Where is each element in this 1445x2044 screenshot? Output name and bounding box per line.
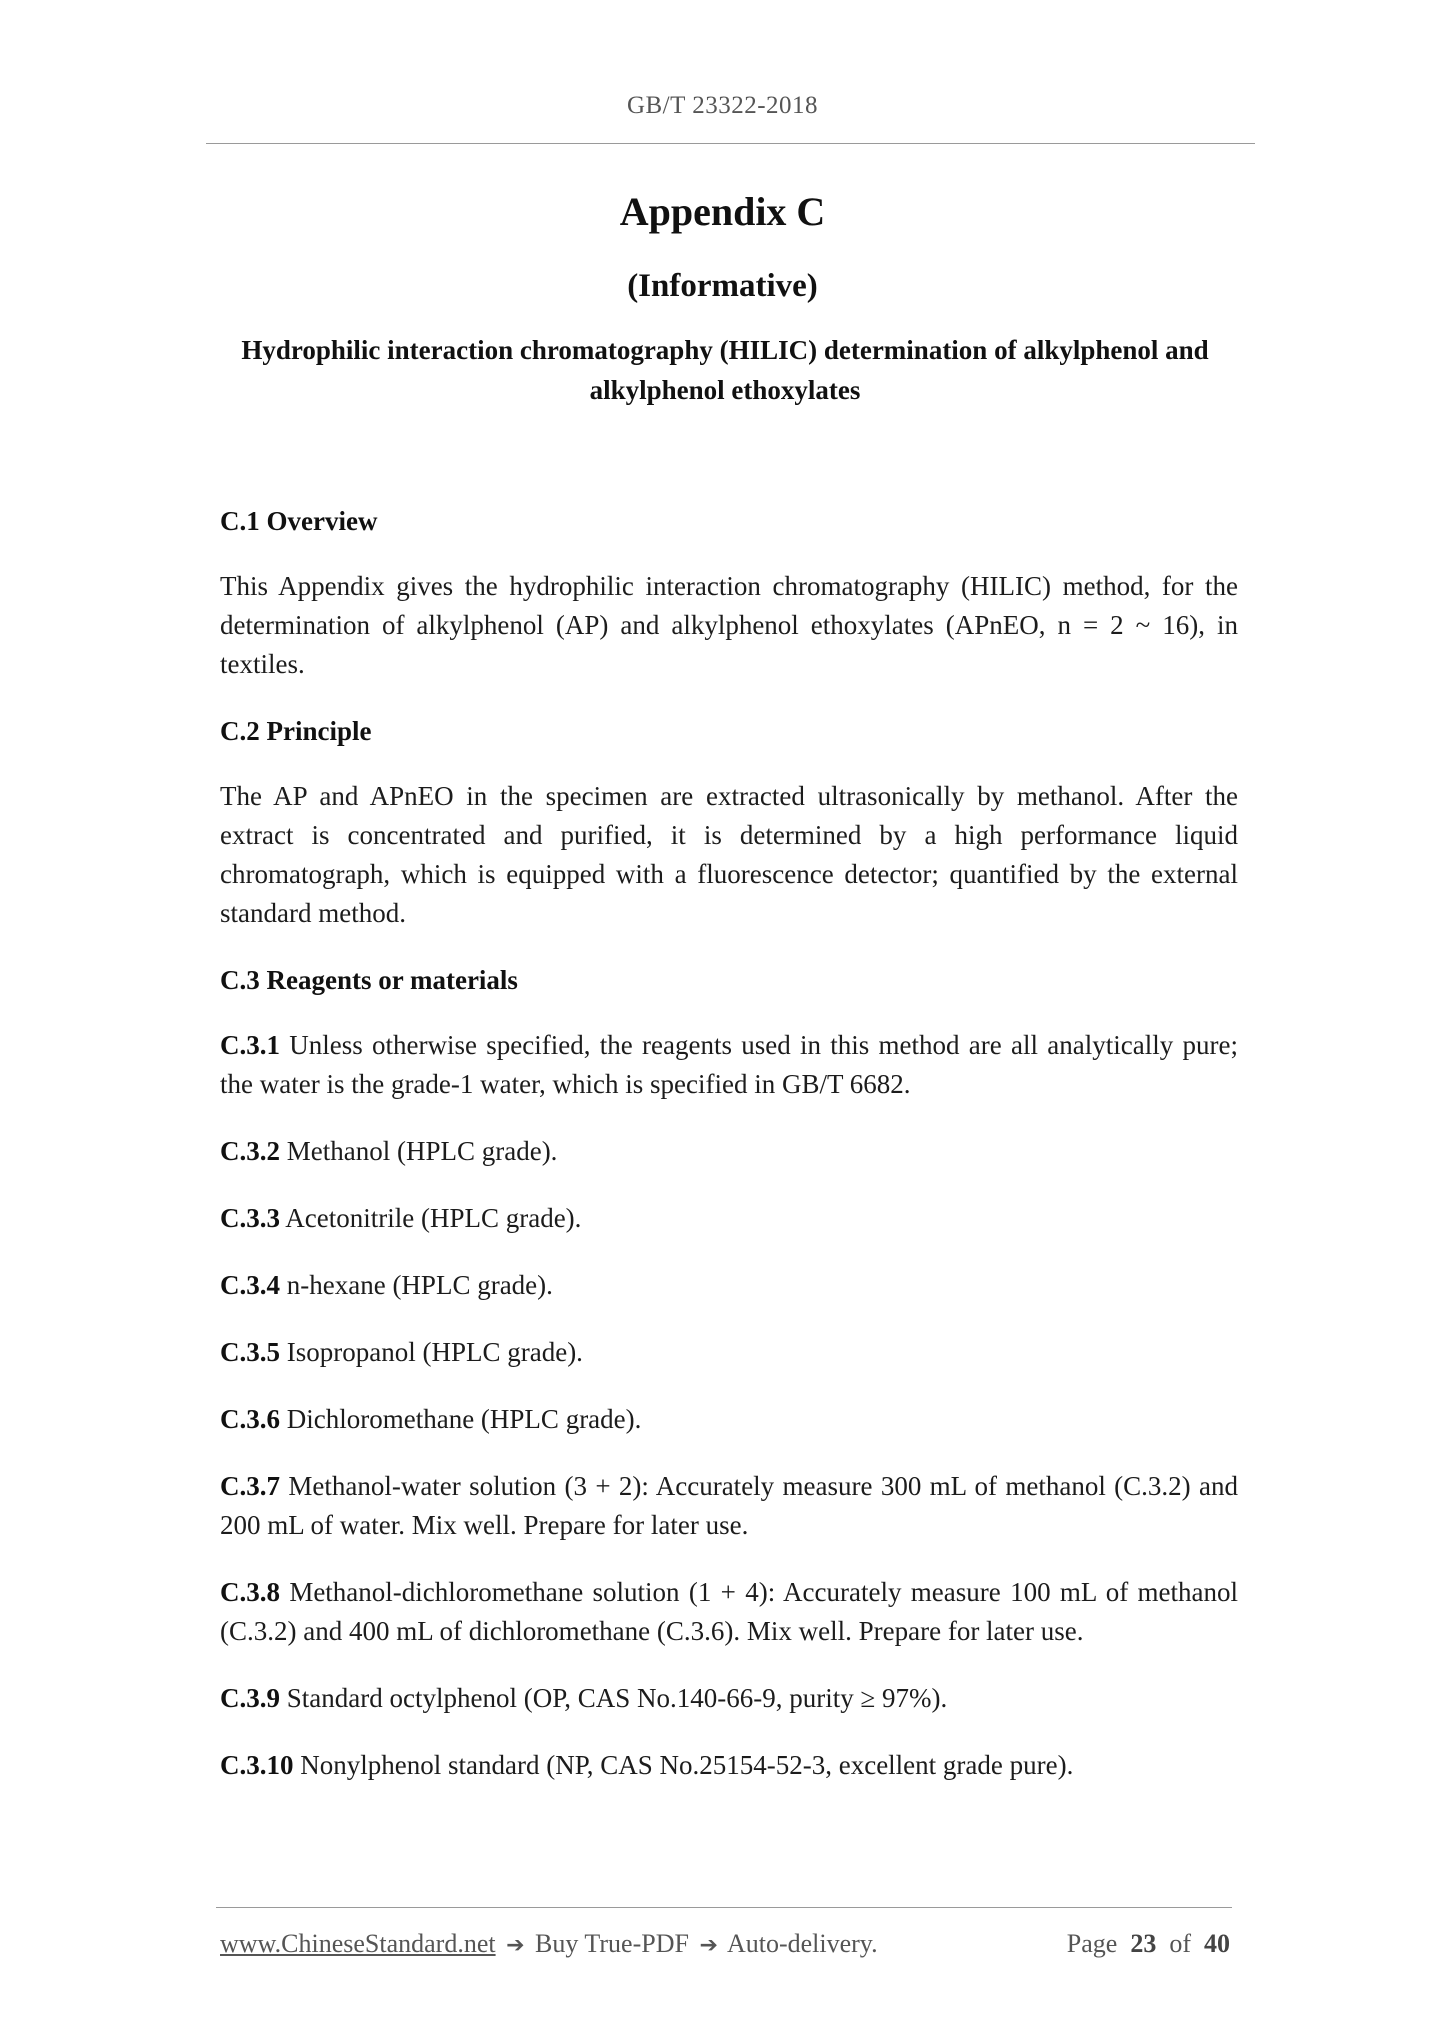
section-paragraph: This Appendix gives the hydrophilic interaction chromatography (HILIC) method, for the determination of alkylphenol (AP) and alkylphenol ethoxylates (APnEO, n = 2 ~ 16), in textiles. [220, 571, 1238, 679]
item-text: Methanol (HPLC grade). [280, 1136, 558, 1166]
item-number: C.3.5 [220, 1337, 280, 1367]
arrow-right-icon: ➔ [506, 1933, 525, 1958]
item-text: Dichloromethane (HPLC grade). [280, 1404, 642, 1434]
of-label: of [1169, 1929, 1191, 1958]
item-text: Methanol-water solution (3 + 2): Accurately measure 300 mL of methanol (C.3.2) and 200 mL of water. Mix well. Prepare for later use. [220, 1471, 1238, 1540]
page-total: 40 [1204, 1929, 1230, 1958]
list-item [220, 1746, 1238, 1785]
document-body [220, 502, 1238, 1813]
page-label: Page [1066, 1929, 1118, 1958]
page-number [1067, 1929, 1230, 1959]
list-item [220, 1199, 1238, 1238]
list-item [220, 1400, 1238, 1439]
item-text: n-hexane (HPLC grade). [280, 1270, 553, 1300]
footer-divider [216, 1907, 1232, 1908]
item-text: Acetonitrile (HPLC grade). [280, 1203, 582, 1233]
item-number: C.3.4 [220, 1270, 280, 1300]
item-number: C.3.6 [220, 1404, 280, 1434]
list-item [220, 1026, 1238, 1104]
item-number: C.3.8 [220, 1577, 280, 1607]
item-text: Isopropanol (HPLC grade). [280, 1337, 583, 1367]
page-current: 23 [1130, 1929, 1157, 1958]
header-divider [206, 143, 1255, 144]
section-title: C.2 Principle [220, 716, 372, 746]
list-item [220, 1132, 1238, 1171]
item-number: C.3.7 [220, 1471, 280, 1501]
item-number: C.3.10 [220, 1750, 294, 1780]
buy-text: Buy True-PDF [535, 1929, 689, 1958]
section-c1 [220, 502, 1238, 684]
site-link[interactable]: www.ChineseStandard.net [220, 1929, 496, 1958]
item-number: C.3.9 [220, 1683, 280, 1713]
list-item [220, 1333, 1238, 1372]
list-item [220, 1679, 1238, 1718]
item-number: C.3.1 [220, 1030, 280, 1060]
section-c2 [220, 712, 1238, 933]
item-number: C.3.2 [220, 1136, 280, 1166]
arrow-right-icon: ➔ [699, 1933, 718, 1958]
item-text: Nonylphenol standard (NP, CAS No.25154-52-3, excellent grade pure). [293, 1750, 1074, 1780]
section-title: C.1 Overview [220, 506, 378, 536]
list-item [220, 1266, 1238, 1305]
item-number: C.3.3 [220, 1203, 280, 1233]
running-header: GB/T 23322-2018 [626, 92, 819, 119]
appendix-title: Appendix C [619, 189, 826, 234]
footer-promo [220, 1929, 878, 1959]
list-item [220, 1467, 1238, 1545]
section-paragraph: The AP and APnEO in the specimen are extracted ultrasonically by methanol. After the extract is concentrated and purified, it is determined by a high performance liquid chromatograph, which is equipped with a fluorescence detector; quantified by the external standard method. [220, 781, 1238, 928]
delivery-text: Auto-delivery. [726, 1929, 878, 1958]
appendix-heading: Hydrophilic interaction chromatography (HILIC) determination of alkylphenol and alkylphenol ethoxylates [241, 335, 1209, 405]
item-text: Methanol-dichloromethane solution (1 + 4): Accurately measure 100 mL of methanol (C.3.2) and 400 mL of dichloromethane (C.3.6). Mix well. Prepare for later use. [220, 1577, 1238, 1646]
section-c3 [220, 961, 1238, 1785]
item-text: Unless otherwise specified, the reagents used in this method are all analytically pure; the water is the grade-1 water, which is specified in GB/T 6682. [220, 1030, 1238, 1099]
appendix-subtitle: (Informative) [627, 268, 818, 304]
section-title: C.3 Reagents or materials [220, 965, 518, 995]
list-item [220, 1573, 1238, 1651]
item-text: Standard octylphenol (OP, CAS No.140-66-9, purity ≥ 97%). [280, 1683, 948, 1713]
page-footer [220, 1929, 1230, 1965]
